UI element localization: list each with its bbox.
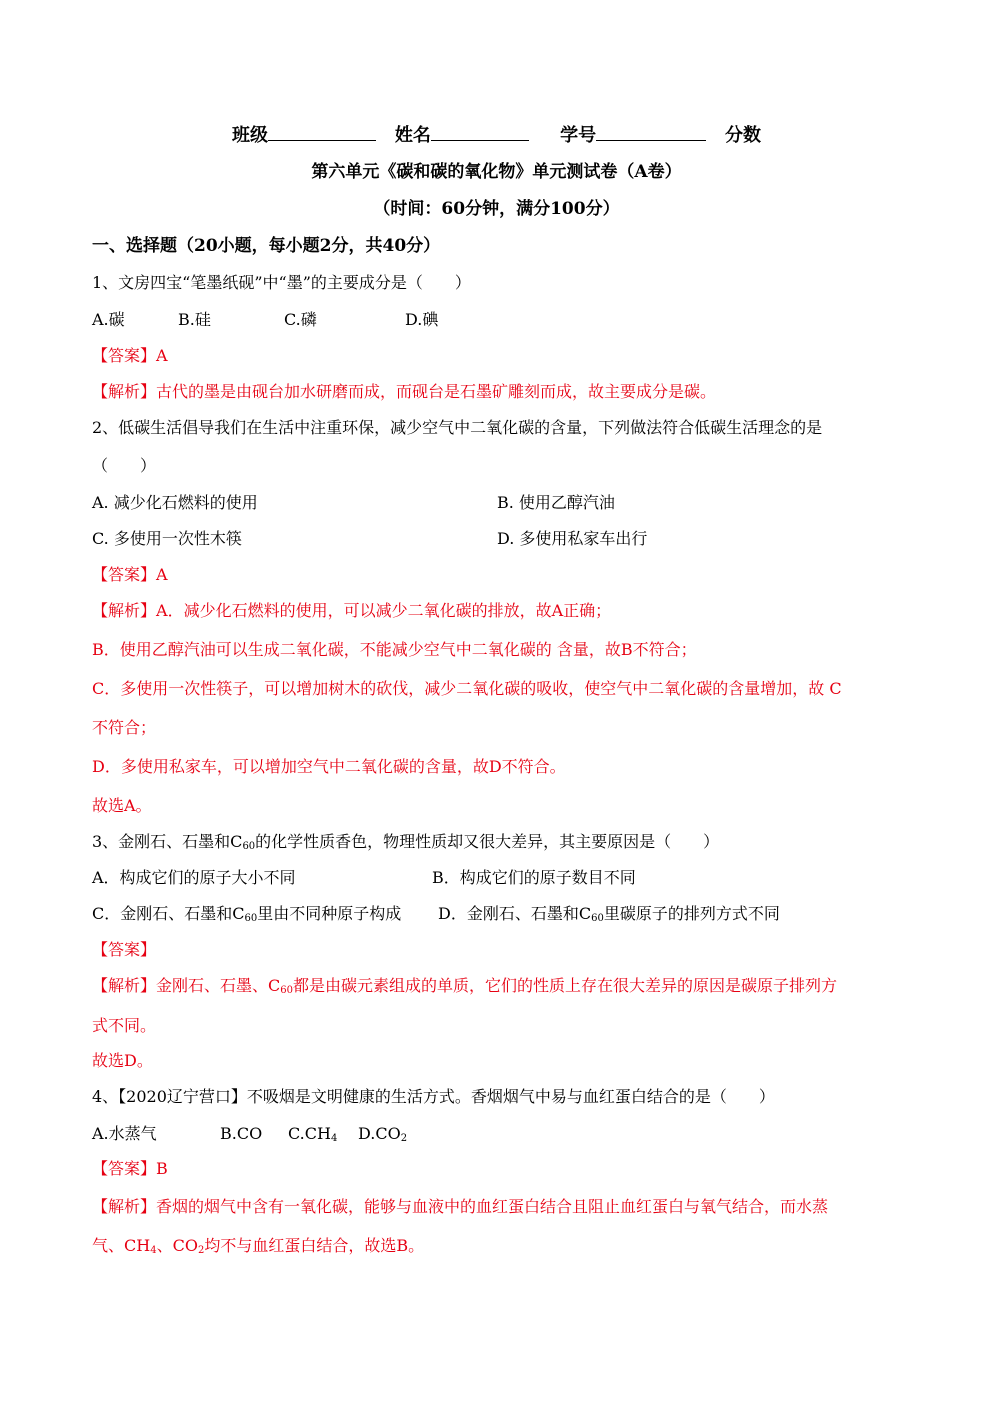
q3-analysis-line-2: 式不同。 <box>92 1016 157 1035</box>
q2-conclusion: 故选A。 <box>92 796 152 815</box>
question-2-stem: 2、低碳生活倡导我们在生活中注重环保，减少空气中二氧化碳的含量，下列做法符合低碳生活理念的是 <box>92 418 823 437</box>
q4-option-c: $C.CH_4$ <box>288 1124 338 1144</box>
q1-analysis: 【解析】古代的墨是由砚台加水研磨而成，而砚台是石墨矿雕刻而成，故主要成分是碳。 <box>92 382 717 401</box>
q2-analysis-line-2: B．使用乙醇汽油可以生成二氧化碳，不能减少空气中二氧化碳的 含量，故B不符合； <box>92 640 697 659</box>
q3-option-c: C．金刚石、石墨和$C_{60}$里由不同种原子构成 <box>92 904 402 924</box>
class-label: 班级 <box>232 125 269 146</box>
q2-option-d: D. 多使用私家车出行 <box>497 529 648 548</box>
q2-option-b: B. 使用乙醇汽油 <box>497 493 615 512</box>
name-label: 姓名 <box>394 125 431 146</box>
q1-option-b: B.硅 <box>178 310 211 329</box>
q1-option-a: A.碳 <box>92 310 125 329</box>
q4-analysis-line-2: 气、$CH_4$、$CO_2$均不与血红蛋白结合，故选B。 <box>92 1236 425 1256</box>
q2-analysis-line-1: 【解析】A．减少化石燃料的使用，可以减少二氧化碳的排放，故A正确； <box>92 601 612 620</box>
q4-option-d: $D.CO_2$ <box>358 1124 408 1144</box>
q1-option-d: D.碘 <box>405 310 439 329</box>
question-1-stem: 1、文房四宝“笔墨纸砚”中“墨”的主要成分是（ ） <box>92 273 471 292</box>
question-3-stem: 3、金刚石、石墨和$C_{60}$的化学性质香色，物理性质却又很大差异，其主要原因是（ ） <box>92 832 720 852</box>
q3-analysis-line-1: 【解析】金刚石、石墨、$C_{60}$都是由碳元素组成的单质，它们的性质上存在很大差异的原因是碳原子排列方 <box>92 976 838 996</box>
id-label: 学号 <box>560 125 597 146</box>
q2-option-c: C. 多使用一次性木筷 <box>92 529 242 548</box>
name-blank[interactable] <box>431 124 529 141</box>
q3-option-b: B．构成它们的原子数目不同 <box>432 868 636 887</box>
page-title: 第六单元《碳和碳的氧化物》单元测试卷（A卷） <box>311 162 682 182</box>
q2-option-a: A. 减少化石燃料的使用 <box>92 493 258 512</box>
q3-option-d: D．金刚石、石墨和$C_{60}$里碳原子的排列方式不同 <box>438 904 780 924</box>
q4-option-b: B.CO <box>220 1124 263 1143</box>
q1-answer: 【答案】A <box>92 346 168 365</box>
q2-analysis-line-3: C．多使用一次性筷子，可以增加树木的砍伐，减少二氧化碳的吸收，使空气中二氧化碳的含量增加，故 C <box>92 679 842 698</box>
q2-analysis-line-5: D．多使用私家车，可以增加空气中二氧化碳的含量，故D不符合。 <box>92 757 566 776</box>
score-label: 分数 <box>724 125 761 146</box>
q2-answer: 【答案】A <box>92 565 168 584</box>
class-blank[interactable] <box>268 124 376 141</box>
q1-option-c: C.磷 <box>284 310 317 329</box>
q3-answer: 【答案】 <box>92 940 157 959</box>
q2-analysis-line-4: 不符合； <box>92 718 157 737</box>
q4-analysis-line-1: 【解析】香烟的烟气中含有一氧化碳，能够与血液中的血红蛋白结合且阻止血红蛋白与氧气结合，而水蒸 <box>92 1197 829 1216</box>
student-info-line <box>0 124 993 147</box>
q3-option-a: A．构成它们的原子大小不同 <box>92 868 296 887</box>
q4-option-a: A.水蒸气 <box>92 1124 157 1143</box>
q4-answer: 【答案】B <box>92 1159 168 1178</box>
section-heading: 一、选择题（20小题，每小题2分，共40分） <box>92 236 441 256</box>
id-blank[interactable] <box>596 124 706 141</box>
page-subtitle: （时间：60分钟，满分100分） <box>373 199 620 219</box>
question-4-stem: 4、【2020辽宁营口】不吸烟是文明健康的生活方式。香烟烟气中易与血红蛋白结合的是（ ） <box>92 1087 775 1106</box>
q3-conclusion: 故选D。 <box>92 1051 153 1070</box>
question-2-paren: （ ） <box>92 456 157 475</box>
